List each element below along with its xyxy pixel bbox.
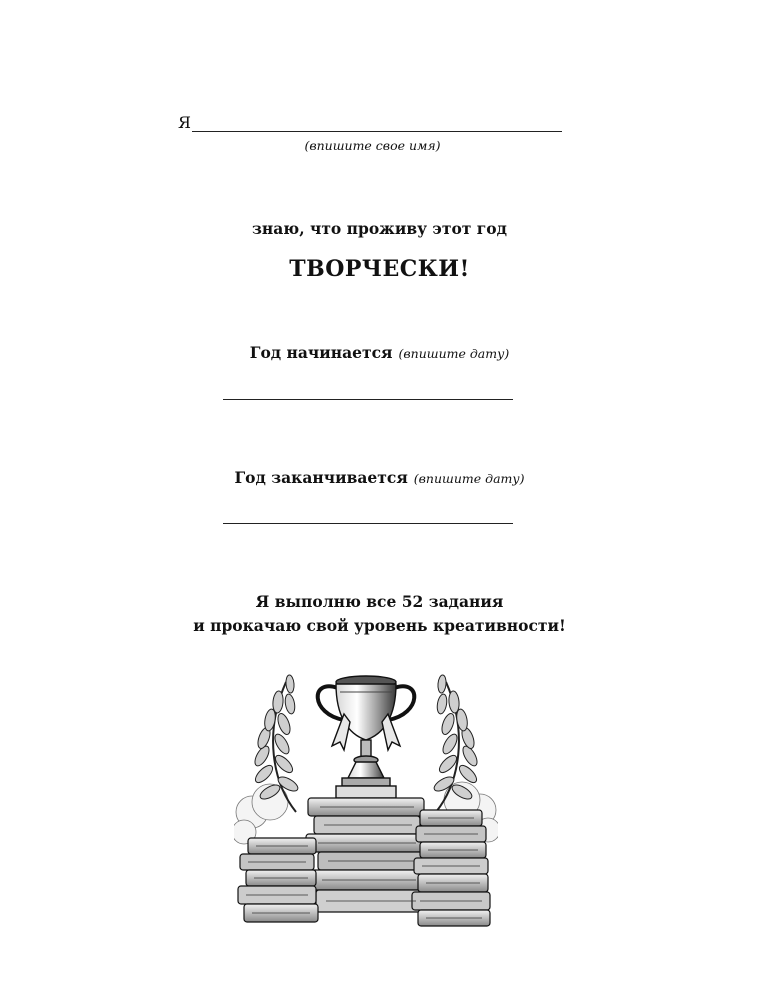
start-date-hint: (впишите дату)	[398, 346, 510, 361]
name-row	[178, 113, 563, 135]
promise-text	[0, 590, 759, 638]
end-date-hint: (впишите дату)	[413, 471, 525, 486]
start-date-label: Год начинается	[249, 343, 393, 362]
statement-title: ТВОРЧЕСКИ!	[289, 256, 470, 282]
promise-line-2: и прокачаю свой уровень креативности!	[193, 616, 566, 635]
trophy-on-books-icon	[234, 662, 498, 932]
name-prefix: Я	[178, 113, 191, 132]
end-date-label: Год заканчивается	[234, 468, 408, 487]
trophy-cup-icon	[318, 676, 415, 798]
name-input-line[interactable]	[192, 131, 562, 132]
end-date-row	[0, 468, 759, 489]
name-hint: (впишите свое имя)	[304, 138, 441, 153]
end-date-input-line[interactable]	[223, 523, 513, 524]
start-date-row	[0, 343, 759, 364]
promise-line-1: Я выполню все 52 задания	[255, 592, 504, 611]
statement-line-1: знаю, что проживу этот год	[252, 219, 507, 238]
start-date-input-line[interactable]	[223, 399, 513, 400]
